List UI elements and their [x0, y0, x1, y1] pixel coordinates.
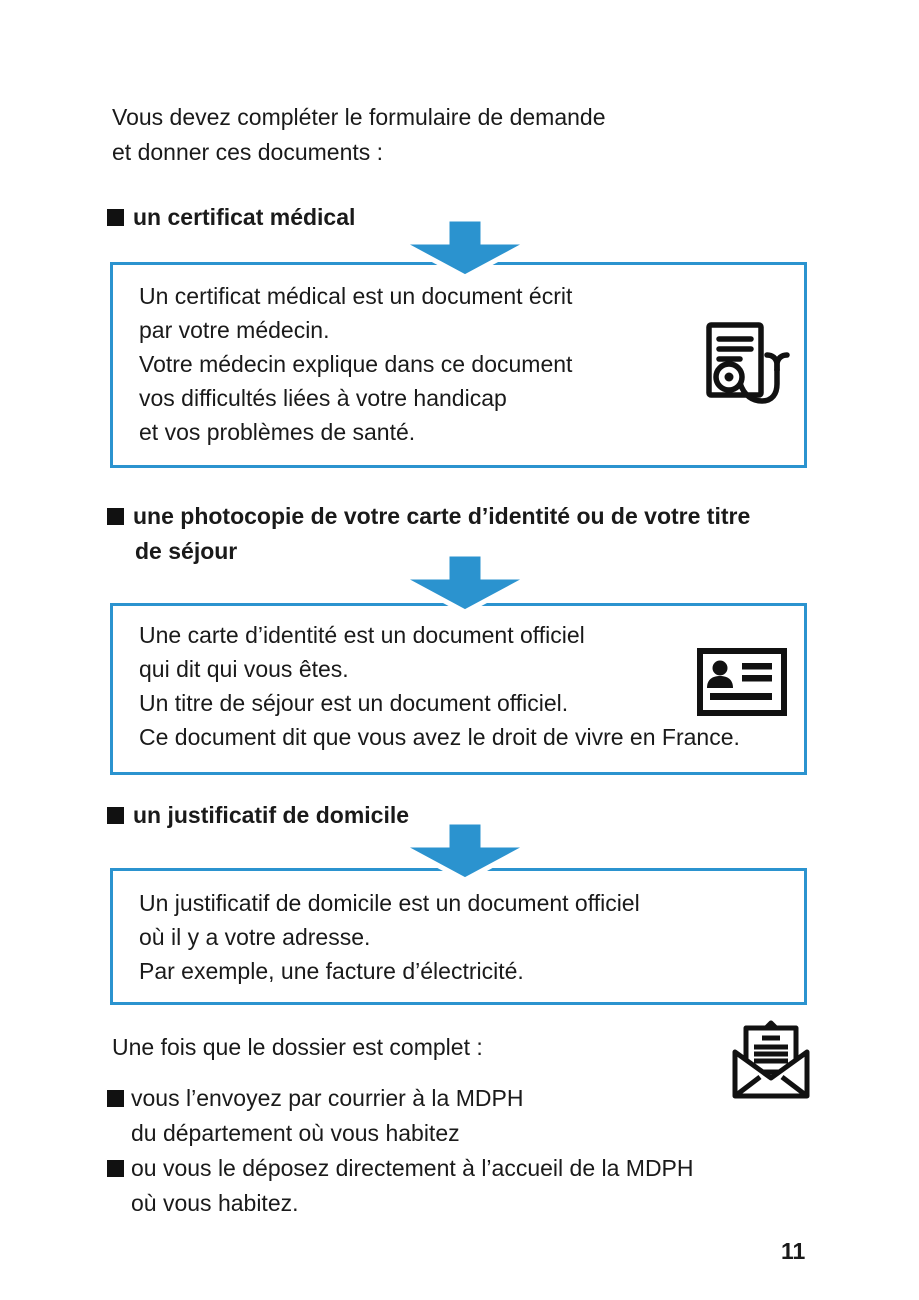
heading-label: un justificatif de domicile — [133, 802, 410, 828]
down-arrow-icon — [395, 217, 535, 279]
heading-label: une photocopie de votre carte d’identité ou de votre titre — [133, 503, 751, 529]
box-line: par votre médecin. — [139, 317, 330, 343]
bullet-item-courrier — [107, 1081, 694, 1151]
box-line: et vos problèmes de santé. — [139, 419, 416, 445]
page-number: 11 — [781, 1238, 806, 1264]
intro-line-1: Vous devez compléter le formulaire de demande — [112, 104, 606, 130]
envelope-letter-icon — [731, 1020, 811, 1100]
info-box-carte-identite — [110, 603, 807, 775]
box-line: Ce document dit que vous avez le droit de vivre en France. — [139, 724, 740, 750]
box-line: Votre médecin explique dans ce document — [139, 351, 573, 377]
box-text — [113, 871, 804, 988]
medical-certificate-icon — [699, 321, 793, 411]
bullet-line: ou vous le déposez directement à l’accueil de la MDPH — [131, 1155, 694, 1181]
box-line: qui dit qui vous êtes. — [139, 656, 349, 682]
intro-line-2: et donner ces documents : — [112, 139, 384, 165]
box-line: vos difficultés liées à votre handicap — [139, 385, 507, 411]
square-bullet-icon — [107, 807, 124, 824]
down-arrow-icon — [395, 552, 535, 614]
id-card-icon — [697, 648, 787, 716]
square-bullet-icon — [107, 209, 124, 226]
heading-certificat-medical — [107, 200, 355, 235]
heading-label: un certificat médical — [133, 204, 356, 230]
heading-label-line2: de séjour — [135, 538, 238, 564]
info-box-justificatif-domicile — [110, 868, 807, 1005]
square-bullet-icon — [107, 508, 124, 525]
intro-paragraph — [112, 100, 606, 170]
square-bullet-icon — [107, 1090, 124, 1107]
info-box-certificat-medical — [110, 262, 807, 468]
outro-intro: Une fois que le dossier est complet : — [112, 1034, 483, 1060]
box-line: Un certificat médical est un document écrit — [139, 283, 573, 309]
box-line: Un justificatif de domicile est un document officiel — [139, 890, 640, 916]
bullet-line: vous l’envoyez par courrier à la MDPH — [131, 1085, 524, 1111]
box-line: Un titre de séjour est un document officiel. — [139, 690, 569, 716]
heading-justificatif-domicile — [107, 798, 409, 833]
box-line: Une carte d’identité est un document officiel — [139, 622, 585, 648]
bullet-line: où vous habitez. — [131, 1190, 299, 1216]
bullet-line: du département où vous habitez — [131, 1120, 460, 1146]
bullet-item-depot — [107, 1151, 694, 1221]
square-bullet-icon — [107, 1160, 124, 1177]
down-arrow-icon — [395, 820, 535, 882]
outro-bullet-list — [107, 1081, 694, 1221]
box-line: Par exemple, une facture d’électricité. — [139, 958, 524, 984]
box-line: où il y a votre adresse. — [139, 924, 371, 950]
